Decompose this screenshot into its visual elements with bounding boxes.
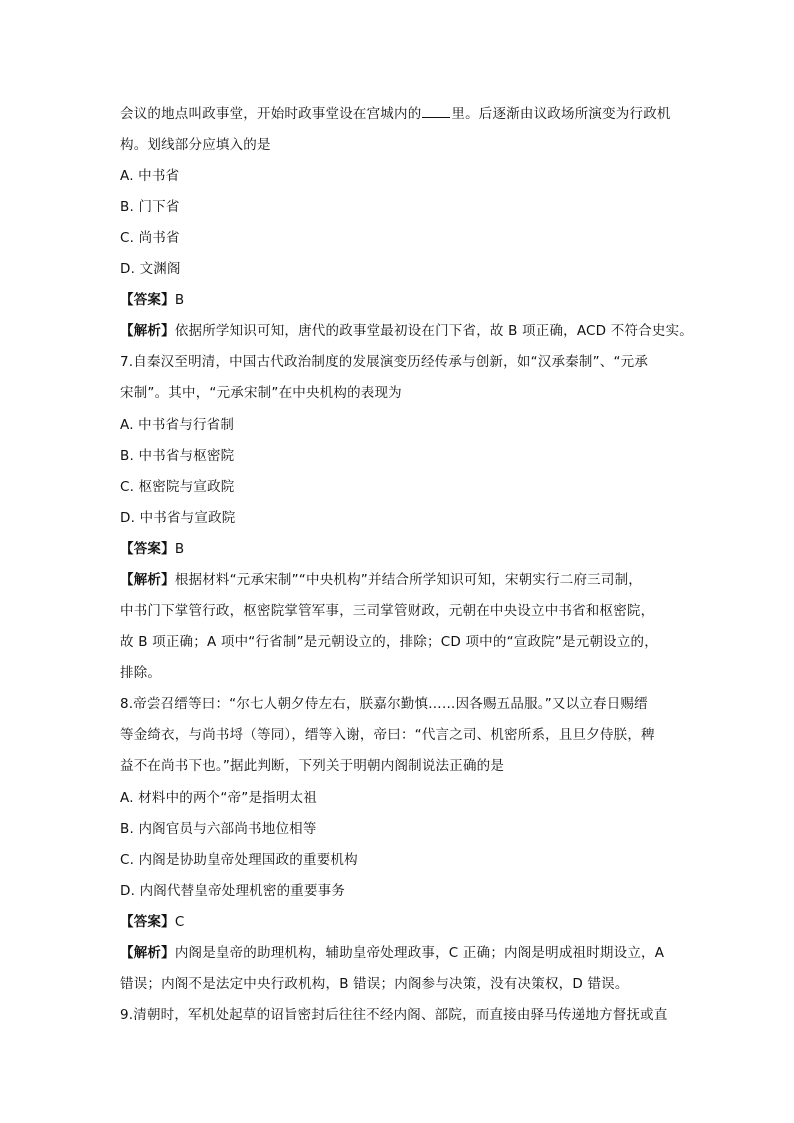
q6-stem-text-b: 里。后逐渐由议政场所演变为行政机 [451, 106, 671, 122]
q7-analysis-line-2: 中书门下掌管行政，枢密院掌管军事，三司掌管财政，元朝在中央设立中书省和枢密院， [120, 603, 655, 619]
answer-value: B [174, 292, 185, 308]
q8-answer [120, 912, 184, 932]
analysis-text: 内阁是皇帝的助理机构，辅助皇帝处理政事，C 正确；内阁是明成祖时期设立，A [174, 945, 665, 961]
q8-option-c: C. 内阁是协助皇帝处理国政的重要机构 [120, 852, 358, 868]
answer-label: 【答案】 [120, 914, 175, 930]
q7-option-b: B. 中书省与枢密院 [120, 448, 235, 464]
analysis-text: 根据材料“元承宋制”“中央机构”并结合所学知识可知，宋朝实行二府三司制， [174, 572, 642, 588]
q6-stem-text-a: 会议的地点叫政事堂，开始时政事堂设在宫城内的 [120, 106, 422, 122]
q8-option-d: D. 内阁代替皇帝处理机密的重要事务 [120, 883, 346, 899]
q7-option-d: D. 中书省与宣政院 [120, 510, 236, 526]
q7-analysis-line-3: 故 B 项正确；A 项中“行省制”是元朝设立的，排除；CD 项中的“宣政院”是元朝设立的， [120, 634, 658, 650]
q8-analysis-line-1 [120, 943, 664, 963]
q8-option-a: A. 材料中的两个“帝”是指明太祖 [120, 790, 317, 806]
q6-answer [120, 290, 184, 310]
q8-analysis-line-2: 错误；内阁不是法定中央行政机构，B 错误；内阁参与决策，没有决策权，D 错误。 [120, 976, 629, 992]
q6-option-c: C. 尚书省 [120, 230, 180, 246]
fill-in-blank [422, 104, 450, 118]
q9-stem-line-1: 9.清朝时，军机处起草的诏旨密封后往往不经内阁、部院，而直接由驿马传递地方督抚或直 [120, 1007, 668, 1023]
q8-stem-line-1: 8.帝尝召缙等曰：“尔七人朝夕侍左右，朕嘉尔勤慎……因各赐五品服。”又以立春日赐缙 [120, 696, 648, 712]
answer-label: 【答案】 [120, 541, 175, 557]
q6-stem-line-1 [120, 104, 671, 124]
q7-stem-line-2: 宋制”。其中，“元承宋制”在中央机构的表现为 [120, 385, 402, 401]
q7-answer [120, 539, 184, 559]
answer-value: C [174, 914, 185, 930]
q7-option-c: C. 枢密院与宣政院 [120, 479, 235, 495]
analysis-label: 【解析】 [120, 572, 175, 588]
analysis-label: 【解析】 [120, 945, 175, 961]
answer-value: B [174, 541, 185, 557]
q7-option-a: A. 中书省与行省制 [120, 417, 235, 433]
q8-stem-line-2: 等金绮衣，与尚书埒（等同），缙等入谢，帝曰：“代言之司、机密所系，且旦夕侍朕，稗 [120, 727, 655, 743]
q6-option-a: A. 中书省 [120, 168, 180, 184]
q7-analysis-line-1 [120, 570, 642, 590]
q8-stem-line-3: 益不在尚书下也。”据此判断，下列关于明朝内阁制说法正确的是 [120, 758, 505, 774]
q7-stem-line-1: 7.自秦汉至明清，中国古代政治制度的发展演变历经传承与创新，如“汉承秦制”、“元承 [120, 354, 649, 370]
q7-analysis-line-4: 排除。 [120, 665, 162, 681]
q6-analysis [120, 321, 693, 341]
q6-option-d: D. 文渊阁 [120, 261, 181, 277]
analysis-label: 【解析】 [120, 323, 175, 339]
q6-option-b: B. 门下省 [120, 199, 180, 215]
q6-stem-line-2: 构。划线部分应填入的是 [120, 137, 271, 153]
analysis-text: 依据所学知识可知，唐代的政事堂最初设在门下省，故 B 项正确，ACD 不符合史实。 [174, 323, 693, 339]
q8-option-b: B. 内阁官员与六部尚书地位相等 [120, 821, 317, 837]
answer-label: 【答案】 [120, 292, 175, 308]
